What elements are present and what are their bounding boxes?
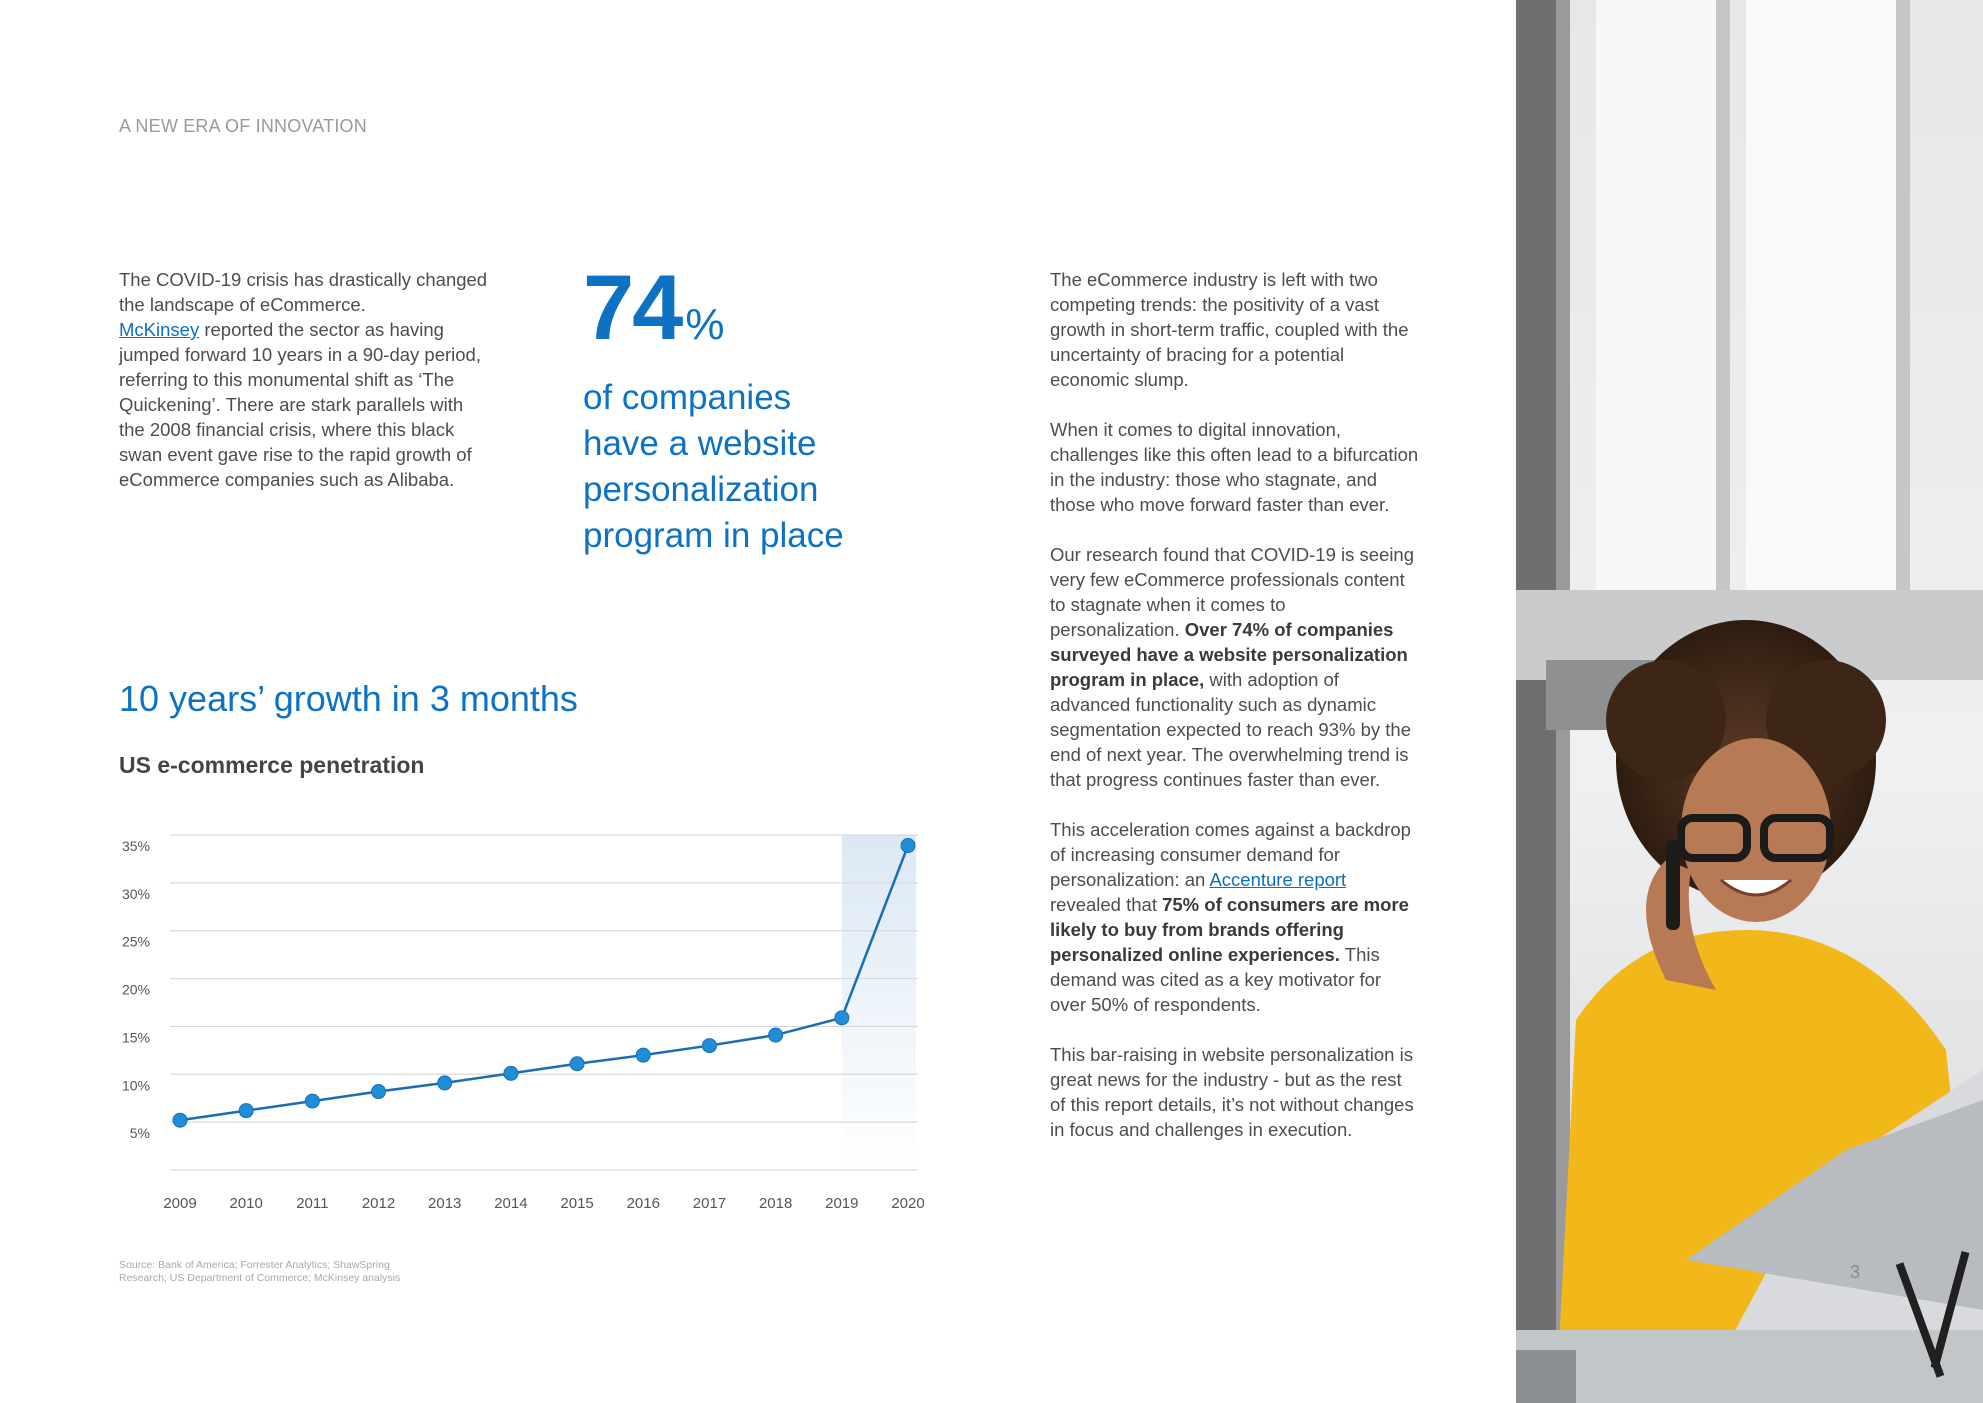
- x-tick-label: 2010: [229, 1195, 263, 1212]
- x-tick-label: 2018: [758, 1195, 793, 1212]
- y-tick-label: 30%: [121, 885, 150, 902]
- stat-number-row: [583, 257, 923, 371]
- data-point-2011: [305, 1094, 319, 1108]
- acceleration-text-pre: This acceleration comes against a backdrop of increasing consumer demand for personalization: an: [1050, 819, 1411, 890]
- data-point-2015: [570, 1057, 584, 1071]
- stat-callout: [583, 257, 923, 559]
- chart-section-heading: 10 years’ growth in 3 months: [119, 678, 578, 719]
- section-kicker: A NEW ERA OF INNOVATION: [119, 116, 367, 136]
- x-tick-label: 2011: [296, 1195, 329, 1212]
- y-tick-label: 25%: [121, 933, 150, 950]
- x-tick-label: 2012: [361, 1195, 396, 1212]
- data-point-2018: [769, 1028, 783, 1042]
- acceleration-text-bold: 75% of consumers are more likely to buy from brands offering personalized online experiences.: [1050, 894, 1409, 965]
- x-tick-label: 2014: [494, 1195, 528, 1212]
- data-point-2012: [372, 1085, 386, 1099]
- series-line: [180, 846, 908, 1121]
- data-point-2010: [239, 1104, 253, 1118]
- data-point-2020: [901, 839, 915, 853]
- paragraph-innovation: When it comes to digital innovation, challenges like this often lead to a bifurcation in the industry: those who stagnate, and those who move forward faster than ever.: [1050, 419, 1419, 515]
- stat-line-2: have a website: [583, 424, 817, 463]
- research-text-bold: Over 74% of companies surveyed have a website personalization program in place,: [1050, 619, 1408, 690]
- data-point-2013: [438, 1076, 452, 1090]
- data-point-2009: [173, 1113, 187, 1127]
- y-tick-label: 10%: [121, 1077, 150, 1094]
- data-point-2014: [504, 1066, 518, 1080]
- paragraph-conclusion: This bar-raising in website personalization is great news for the industry - but as the rest of this report details, it’s not without changes in focus and challenges in execution.: [1050, 1044, 1414, 1140]
- data-point-2016: [636, 1048, 650, 1062]
- paragraph-trends: The eCommerce industry is left with two competing trends: the positivity of a vast growth in short-term traffic, coupled with the uncertainty of bracing for a potential economic slump.: [1050, 269, 1409, 390]
- y-tick-label: 20%: [121, 981, 150, 998]
- stat-number: 74: [583, 257, 682, 359]
- paragraph-research: [1050, 542, 1420, 792]
- data-point-2019: [835, 1011, 849, 1025]
- stat-percent-sign: %: [685, 300, 723, 349]
- intro-text-post: reported the sector as having jumped forward 10 years in a 90-day period, referring to this monumental shift as ‘The Quickening’. There are stark parallels with the 2008 financial crisis, where this black swan event gave rise to the rapid growth of eCommerce companies such as Alibaba.: [119, 319, 481, 490]
- y-tick-label: 35%: [121, 838, 150, 854]
- x-tick-label: 2016: [626, 1195, 660, 1212]
- intro-text-pre: The COVID-19 crisis has drastically changed the landscape of eCommerce.: [119, 269, 488, 315]
- ecommerce-penetration-chart: [110, 815, 950, 1225]
- x-tick-label: 2013: [428, 1195, 462, 1212]
- research-text-pre: Our research found that COVID-19 is seeing very few eCommerce professionals content to stagnate when it comes to personalization.: [1050, 544, 1415, 640]
- stat-line-3: personalization: [583, 470, 819, 509]
- research-text-post: with adoption of advanced functionality such as dynamic segmentation expected to reach 93% by the end of next year. The overwhelming trend is that progress continues faster than ever.: [1050, 669, 1411, 790]
- chart-source-note: Source: Bank of America; Forrester Analytics; ShawSpring Research; US Department of Commerce; McKinsey analysis: [119, 1259, 401, 1284]
- x-tick-label: 2015: [560, 1195, 594, 1212]
- data-point-2017: [702, 1039, 716, 1053]
- accenture-report-link[interactable]: Accenture report: [1209, 869, 1347, 890]
- acceleration-text-mid: revealed that: [1050, 894, 1157, 915]
- x-tick-label: 2009: [163, 1195, 197, 1212]
- y-tick-label: 5%: [129, 1125, 150, 1142]
- highlight-band: [842, 835, 916, 1170]
- x-tick-label: 2017: [692, 1195, 727, 1212]
- x-tick-label: 2019: [825, 1195, 859, 1212]
- mckinsey-link[interactable]: McKinsey: [119, 319, 200, 340]
- stat-line-4: program in place: [583, 516, 844, 555]
- intro-paragraph: [119, 267, 489, 492]
- stat-line-1: of companies: [583, 378, 792, 417]
- woman-with-laptop-photo: [1516, 0, 1983, 1403]
- acceleration-text-post: This demand was cited as a key motivator for over 50% of respondents.: [1050, 944, 1382, 1015]
- y-tick-label: 15%: [121, 1029, 150, 1046]
- stat-description: [583, 375, 923, 559]
- paragraph-acceleration: [1050, 817, 1420, 1017]
- page-number: 3: [1850, 1262, 1861, 1282]
- x-tick-label: 2020: [891, 1195, 925, 1212]
- chart-title: US e-commerce penetration: [119, 752, 425, 778]
- right-column: [1050, 267, 1420, 1167]
